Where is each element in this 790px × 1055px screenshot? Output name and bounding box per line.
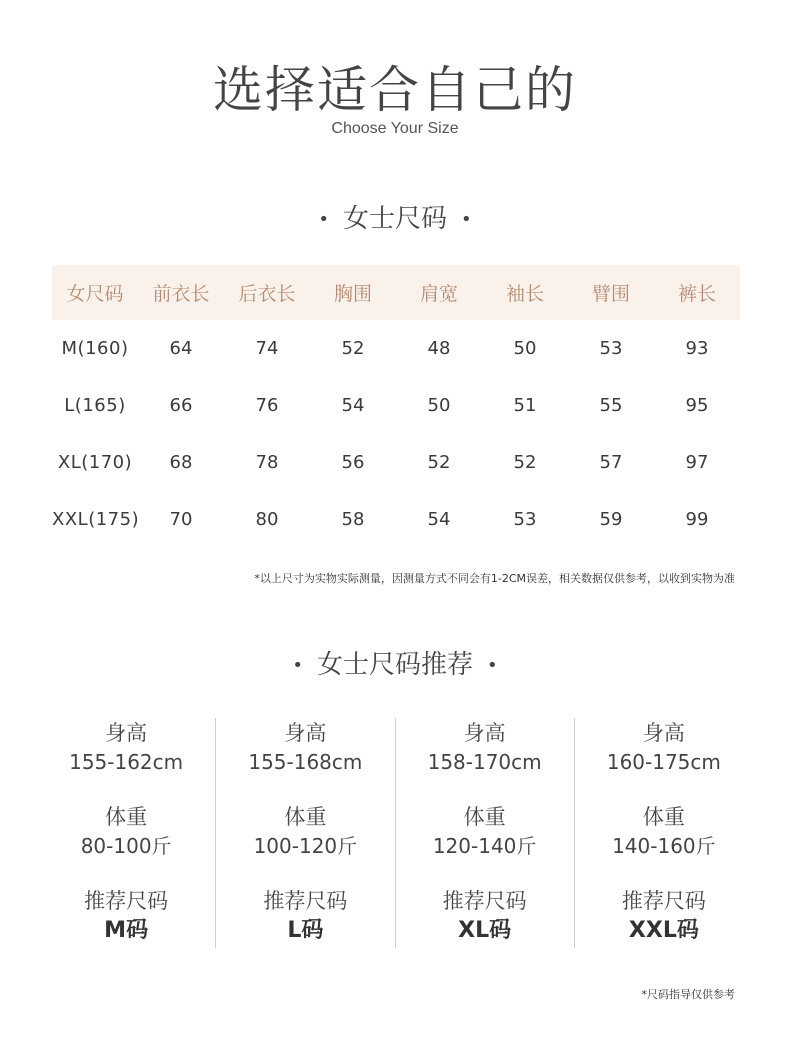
recommended-size: XL码: [458, 918, 512, 943]
table-cell: 80: [255, 509, 279, 530]
table-row: [52, 320, 740, 377]
table-cell: 99: [685, 509, 709, 530]
weight-label: 体重: [642, 805, 685, 829]
recommend-title: 女士尺码推荐: [316, 650, 473, 680]
table-cell: 52: [341, 338, 365, 359]
table-cell: 52: [513, 452, 537, 473]
size-chart-table: [52, 265, 740, 548]
table-cell: 95: [685, 395, 709, 416]
table-row: [52, 491, 740, 548]
column-header: 袖长: [505, 283, 544, 305]
table-cell: 53: [599, 338, 623, 359]
bullet-dot-right: •: [461, 209, 472, 230]
table-cell: 48: [427, 338, 451, 359]
weight-value: 100-120斤: [253, 834, 358, 858]
weight-value: 80-100斤: [80, 834, 172, 858]
weight-value: 140-160斤: [612, 834, 716, 858]
table-cell: 53: [513, 509, 537, 530]
table-cell: 50: [513, 338, 537, 359]
size-recommendation-grid: [37, 718, 753, 948]
column-header: 裤长: [677, 283, 716, 305]
table-cell: 64: [169, 338, 193, 359]
table-cell: 57: [599, 452, 623, 473]
weight-label: 体重: [105, 805, 148, 829]
height-label: 身高: [105, 721, 148, 745]
recommend-heading: [0, 644, 790, 681]
table-cell: XL(170): [57, 452, 133, 473]
table-cell: XXL(175): [52, 509, 140, 530]
recommendation-column: [215, 718, 394, 948]
table-cell: 54: [341, 395, 365, 416]
recommended-size: XXL码: [628, 918, 699, 943]
weight-label: 体重: [463, 805, 506, 829]
table-cell: 59: [599, 509, 623, 530]
column-header: 前衣长: [152, 283, 210, 305]
table-cell: 51: [513, 395, 537, 416]
recommend-note: *尺码指导仅供参考: [641, 988, 735, 1001]
height-value: 160-175cm: [606, 750, 721, 774]
column-header: 后衣长: [238, 283, 296, 305]
table-cell: 70: [169, 509, 193, 530]
table-header-row: [52, 265, 740, 320]
recommendation-column: [574, 718, 753, 948]
table-row: [52, 377, 740, 434]
table-cell: 55: [599, 395, 623, 416]
height-value: 158-170cm: [427, 750, 542, 774]
column-header: 女尺码: [66, 283, 124, 305]
table-row: [52, 434, 740, 491]
bullet-dot-left: •: [318, 209, 329, 230]
table-cell: 74: [255, 338, 279, 359]
recommended-size: M码: [104, 918, 149, 943]
height-value: 155-168cm: [248, 750, 363, 774]
height-label: 身高: [463, 721, 506, 745]
page-subtitle: Choose Your Size: [331, 120, 459, 137]
recommended-size: L码: [287, 918, 324, 943]
bullet-dot-left: •: [292, 655, 303, 676]
column-header: 胸围: [333, 283, 372, 305]
table-cell: 78: [255, 452, 279, 473]
table-cell: L(165): [64, 395, 126, 416]
table-cell: 76: [255, 395, 279, 416]
weight-label: 体重: [284, 805, 327, 829]
bullet-dot-right: •: [487, 655, 498, 676]
recommend-label: 推荐尺码: [621, 889, 706, 913]
page-title: 选择适合自己的: [213, 61, 577, 119]
table-cell: 66: [169, 395, 193, 416]
table-cell: M(160): [61, 338, 129, 359]
table-cell: 52: [427, 452, 451, 473]
size-chart-heading: [0, 198, 790, 235]
table-cell: 68: [169, 452, 193, 473]
table-cell: 93: [685, 338, 709, 359]
table-cell: 50: [427, 395, 451, 416]
size-chart-title: 女士尺码: [342, 204, 447, 234]
size-chart-note: *以上尺寸为实物实际测量，因测量方式不同会有1-2CM误差，相关数据仅供参考，以收到实物为准: [254, 572, 735, 585]
recommendation-column: [395, 718, 574, 948]
height-label: 身高: [642, 721, 685, 745]
recommend-label: 推荐尺码: [84, 889, 169, 913]
column-header: 臂围: [591, 283, 630, 305]
recommend-label: 推荐尺码: [442, 889, 527, 913]
table-cell: 54: [427, 509, 451, 530]
weight-value: 120-140斤: [432, 834, 537, 858]
table-cell: 97: [685, 452, 709, 473]
recommendation-column: [37, 718, 215, 948]
height-value: 155-162cm: [69, 750, 184, 774]
recommend-label: 推荐尺码: [263, 889, 348, 913]
height-label: 身高: [284, 721, 327, 745]
column-header: 肩宽: [419, 283, 458, 305]
table-cell: 56: [341, 452, 365, 473]
table-cell: 58: [341, 509, 365, 530]
